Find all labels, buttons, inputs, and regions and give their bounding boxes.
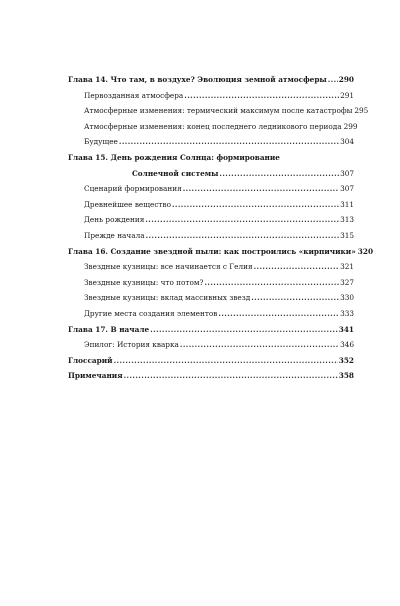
toc-entry-title: Глава 17. В начале (68, 324, 150, 334)
toc-entry[interactable] (68, 306, 354, 322)
dot-leader (219, 166, 339, 182)
dot-leader (172, 197, 339, 213)
dot-leader (119, 134, 339, 150)
dot-leader (251, 290, 339, 306)
toc-entry-title: Сценарий формирования (84, 184, 182, 194)
toc-entry-title: Глава 14. Что там, в воздухе? Эволюция земной атмосферы (68, 75, 327, 84)
toc-entry[interactable] (68, 337, 354, 353)
dot-leader (180, 337, 339, 353)
toc-entry-title: Глоссарий (68, 355, 113, 365)
toc-entry[interactable] (68, 244, 374, 260)
dot-leader (124, 368, 338, 384)
dot-leader (218, 306, 339, 322)
dot-leader (150, 322, 338, 338)
toc-entry-page: 330 (340, 293, 354, 303)
toc-entry[interactable] (68, 368, 354, 384)
toc-entry[interactable] (68, 259, 354, 275)
toc-entry-page: 291 (340, 90, 354, 100)
toc-entry[interactable] (68, 166, 354, 182)
dot-leader (184, 88, 339, 104)
dot-leader (114, 353, 338, 369)
toc-entry[interactable] (68, 353, 354, 369)
toc-entry-title: Первозданная атмосфера (84, 90, 184, 100)
toc-entry-title: Глава 16. Создание звездной пыли: как построились «кирпичики» (68, 246, 356, 256)
toc-entry-page: 304 (340, 137, 354, 147)
toc-entry-page: 358 (338, 371, 354, 381)
toc-entry-title: Звездные кузницы: что потом? (84, 277, 204, 287)
toc-entry[interactable] (68, 134, 354, 150)
toc-entry-page: 307 (340, 184, 354, 194)
toc-entry[interactable] (68, 228, 354, 244)
toc-entry-page: 352 (338, 355, 354, 365)
toc-entry-page: 307 (340, 168, 354, 178)
toc-entry-title: Другие места создания элементов (84, 308, 218, 318)
toc-entry-title: Эпилог: История кварка (84, 340, 179, 350)
toc-entry-page: 321 (340, 262, 354, 272)
dot-leader (328, 72, 338, 88)
toc-entry[interactable] (68, 181, 354, 197)
toc-entry-title: Будущее (84, 137, 118, 147)
toc-entry-page: 346 (340, 340, 354, 350)
toc-entry-title: Атмосферные изменения: конец последнего ледникового периода (84, 121, 342, 131)
toc-entry[interactable] (68, 322, 354, 338)
toc-entry-title: Прежде начала (84, 230, 145, 240)
toc-entry-title: Звездные кузницы: все начинается с Гелия (84, 262, 253, 272)
toc-entry[interactable] (68, 150, 354, 166)
dot-leader (254, 259, 340, 275)
toc-entry-title: Древнейшее вещество (84, 199, 171, 209)
toc-entry[interactable] (68, 197, 354, 213)
toc-entry-title: Солнечной системы (132, 168, 219, 178)
toc-entry-page: 299 (343, 121, 358, 131)
toc-entry-page: 327 (340, 277, 354, 287)
toc-entry-page: 333 (340, 308, 354, 318)
toc-entry-page: 341 (338, 324, 354, 334)
toc-entry[interactable] (68, 119, 358, 135)
dot-leader (204, 275, 339, 291)
dot-leader (145, 212, 339, 228)
toc-entry[interactable] (68, 212, 354, 228)
toc-entry[interactable] (68, 275, 354, 291)
toc-entry[interactable] (68, 88, 354, 104)
toc-entry-page: 311 (340, 199, 354, 209)
toc-entry-title: Звездные кузницы: вклад массивных звезд (84, 293, 251, 303)
toc-entry-title: Атмосферные изменения: термический максимум после катастрофы (84, 106, 353, 116)
toc-entry-page: 295 (354, 106, 369, 116)
toc-entry[interactable] (68, 290, 354, 306)
table-of-contents (68, 72, 374, 384)
dot-leader (146, 228, 339, 244)
toc-entry-title: День рождения (84, 215, 145, 225)
toc-entry[interactable] (68, 72, 354, 88)
toc-entry-page: 290 (338, 75, 354, 84)
dot-leader (183, 181, 339, 197)
toc-entry-page: 313 (340, 215, 354, 225)
toc-entry-title: Глава 15. День рождения Солнца: формирование (68, 152, 280, 162)
toc-entry-page: 315 (340, 230, 354, 240)
toc-entry-page: 320 (357, 246, 374, 256)
toc-entry-title: Примечания (68, 371, 123, 381)
toc-entry[interactable] (68, 103, 369, 119)
